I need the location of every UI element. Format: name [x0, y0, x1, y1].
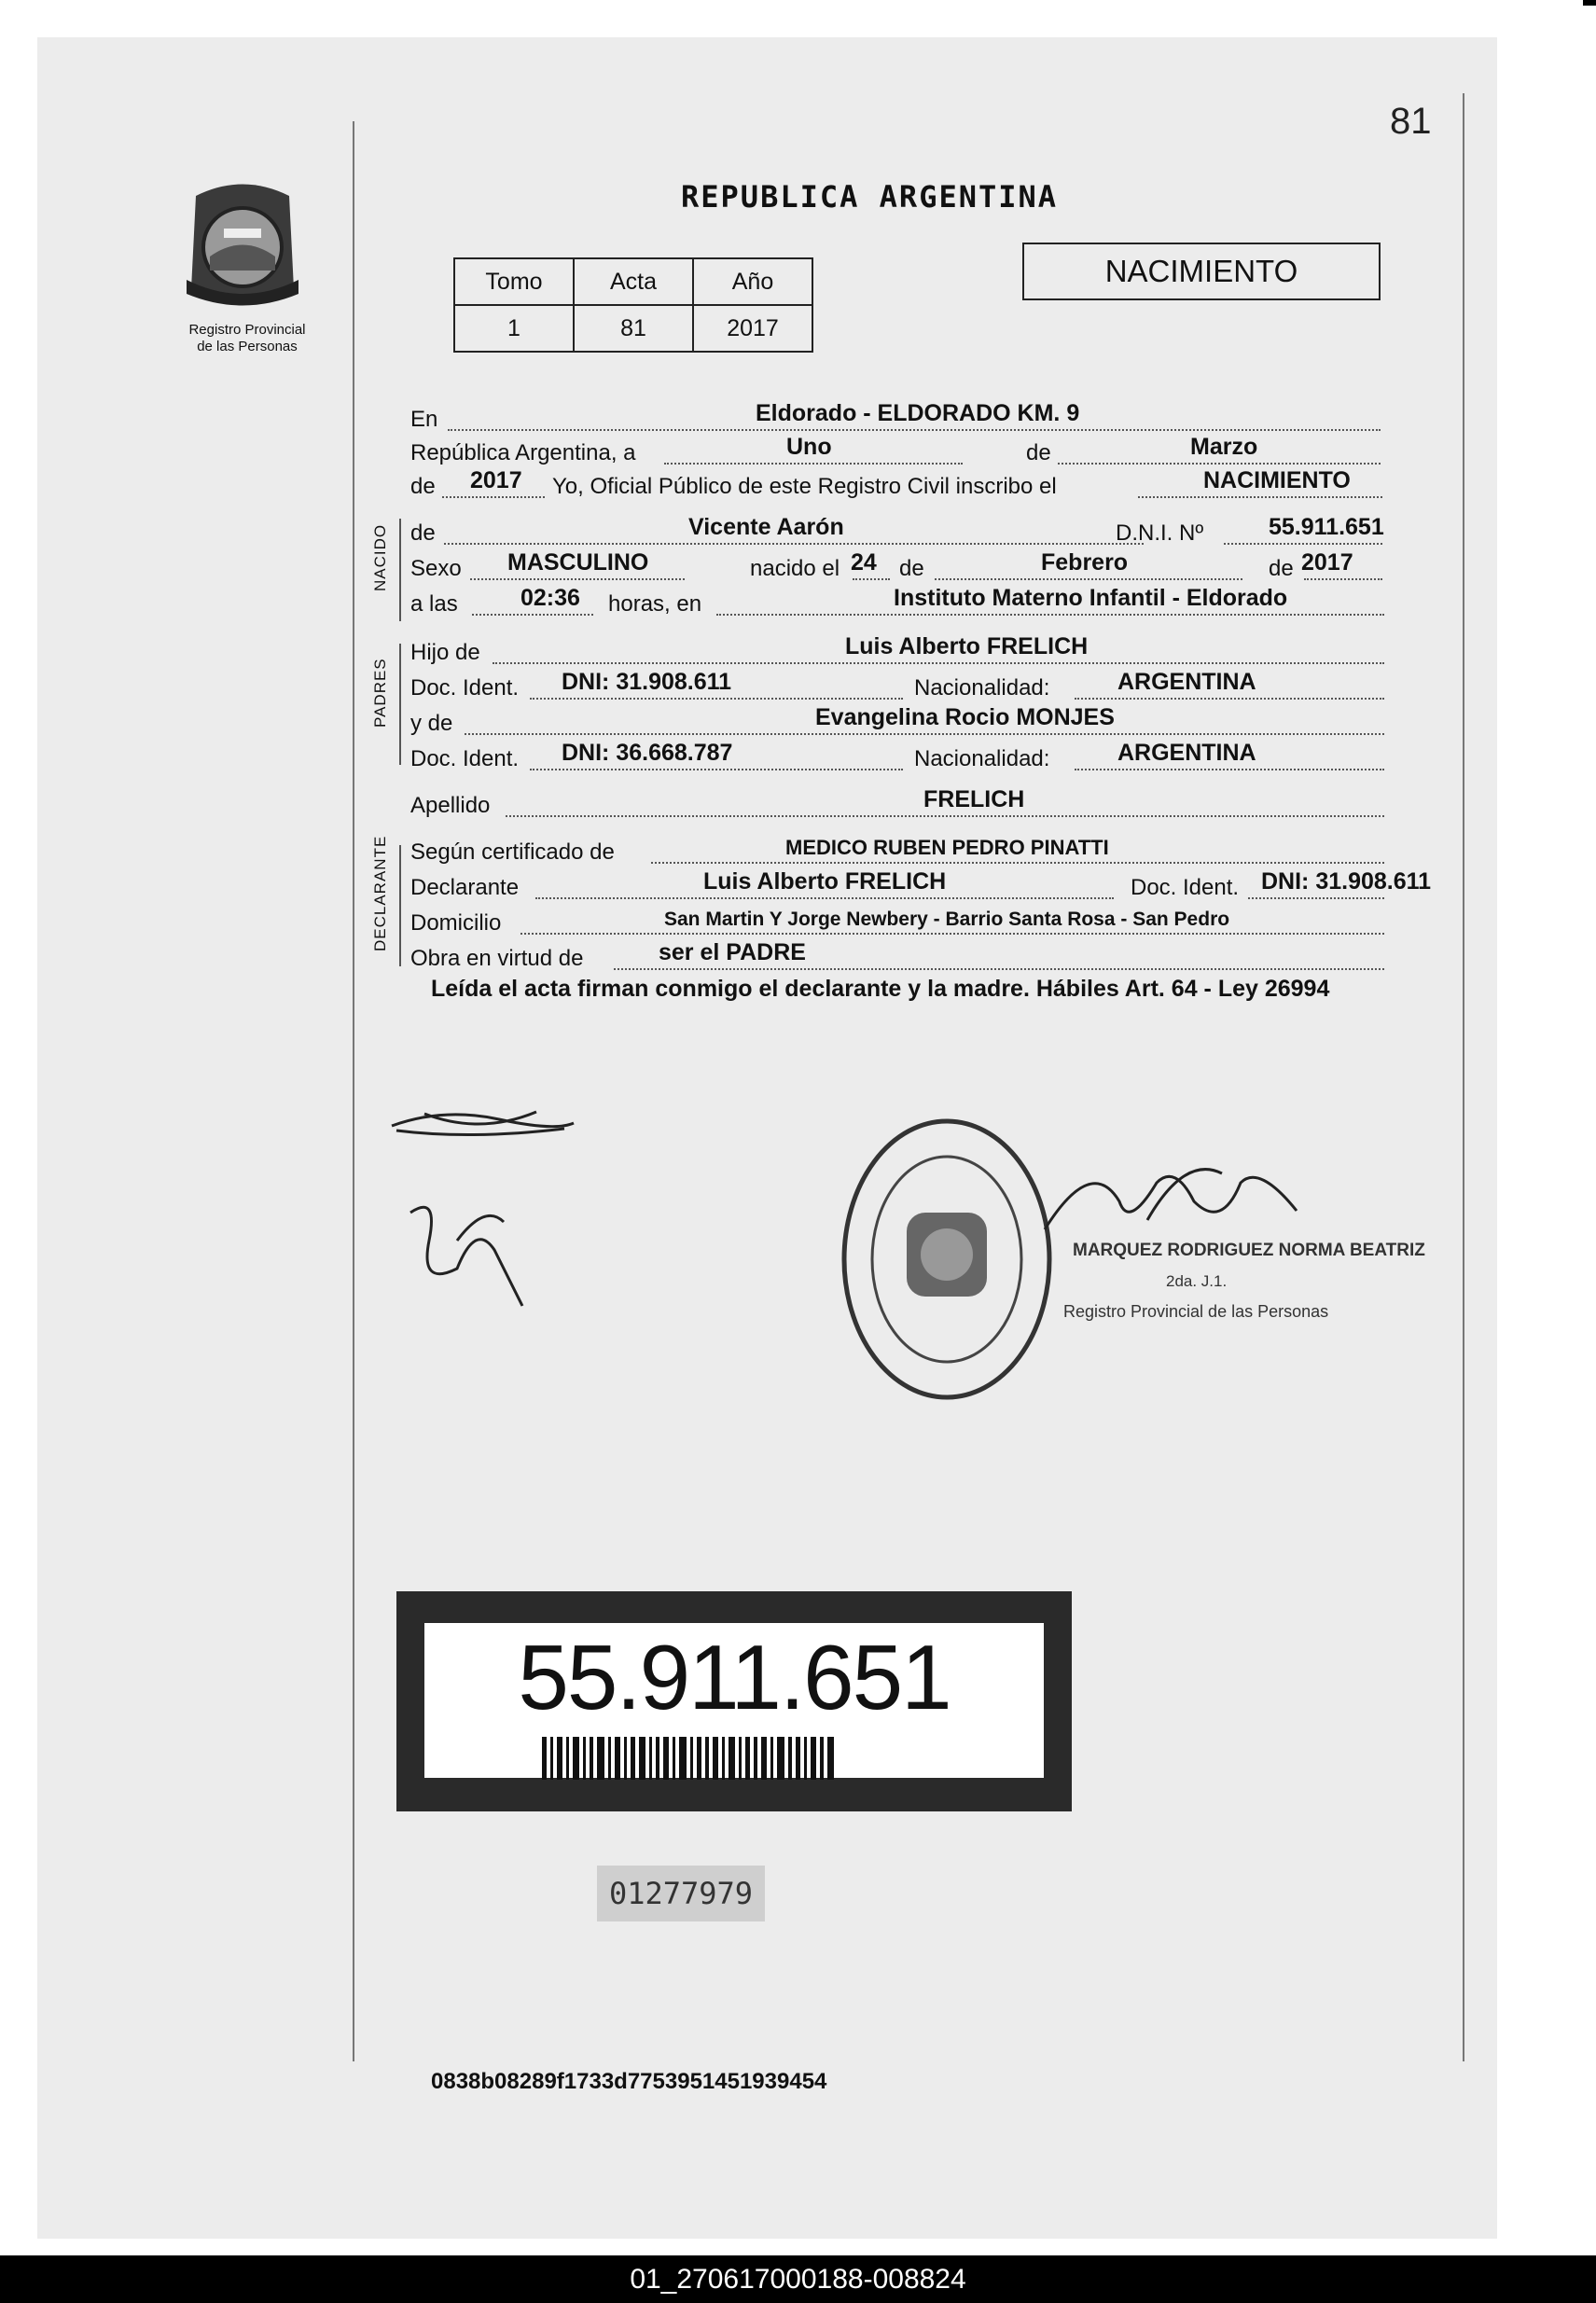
value-place: Eldorado - ELDORADO KM. 9 [756, 400, 1080, 426]
padres-section-bar [399, 644, 401, 765]
declarante-section-bar [399, 845, 401, 966]
row-republica [410, 435, 1446, 468]
label-horas-en: horas, en [608, 591, 702, 617]
dotted-line [1075, 698, 1384, 700]
label-hijo-de: Hijo de [410, 640, 480, 665]
value-year: 2017 [470, 467, 522, 493]
dotted-line [465, 733, 1384, 735]
label-nacionalidad: Nacionalidad: [914, 746, 1050, 771]
dotted-line [448, 429, 1381, 431]
official-signature [1035, 1145, 1315, 1253]
row-hijo-de [410, 634, 1446, 668]
closing-statement: Leída el acta firman conmigo el declarante y la madre. Hábiles Art. 64 - Ley 26994 [431, 976, 1330, 1002]
province-seal-logo [177, 177, 308, 317]
logo-caption [154, 322, 340, 355]
row-domicilio [410, 905, 1446, 938]
page-number: 81 [1390, 101, 1432, 142]
value-birth-year: 2017 [1301, 549, 1353, 576]
barcode-inner [424, 1623, 1044, 1778]
label-obra: Obra en virtud de [410, 946, 584, 971]
reference-table-header [454, 258, 812, 305]
row-sexo [410, 550, 1446, 584]
value-decl-doc: DNI: 31.908.611 [1261, 868, 1432, 895]
dotted-line [1304, 578, 1382, 580]
row-mother-doc [410, 741, 1446, 774]
dotted-line [444, 543, 1144, 545]
value-birth-day: 24 [851, 549, 877, 576]
reference-table-values [454, 305, 812, 352]
value-domicilio: San Martin Y Jorge Newbery - Barrio Santa Rosa - San Pedro [664, 909, 1230, 930]
value-mother-doc: DNI: 36.668.787 [562, 740, 733, 766]
dotted-line [1138, 496, 1382, 498]
declarant-signature [387, 1103, 583, 1154]
value-declarante: Luis Alberto FRELICH [703, 868, 947, 895]
dotted-line [1075, 769, 1384, 770]
label-doc-ident: Doc. Ident. [410, 746, 520, 771]
dotted-line [1248, 897, 1384, 899]
official-office: Registro Provincial de las Personas [1063, 1302, 1329, 1321]
value-obra: ser el PADRE [659, 939, 806, 965]
dotted-line [442, 496, 545, 498]
value-certificado: MEDICO RUBEN PEDRO PINATTI [785, 836, 1109, 859]
label-a-las: a las [410, 591, 458, 617]
header-tomo: Tomo [454, 258, 574, 305]
value-father-nat: ARGENTINA [1117, 669, 1256, 695]
record-type-box: NACIMIENTO [1022, 243, 1381, 300]
padres-section-label: PADRES [371, 658, 389, 728]
dotted-line [472, 614, 593, 616]
dotted-line [664, 463, 963, 465]
label-domicilio: Domicilio [410, 910, 502, 936]
label-de: de [1026, 440, 1051, 465]
row-apellido [410, 787, 1446, 821]
barcode-bars [542, 1737, 934, 1780]
value-tomo: 1 [454, 305, 574, 352]
label-certificado: Según certificado de [410, 839, 615, 865]
label-de-birth-year: de [1269, 556, 1294, 581]
dotted-line [506, 815, 1384, 817]
value-father: Luis Alberto FRELICH [845, 633, 1089, 659]
value-mother-nat: ARGENTINA [1117, 740, 1256, 766]
value-child-name: Vicente Aarón [688, 514, 844, 540]
barcode-label [396, 1591, 1072, 1811]
label-de-name: de [410, 520, 436, 546]
official-name: MARQUEZ RODRIGUEZ NORMA BEATRIZ [1073, 1241, 1425, 1260]
dotted-line [535, 897, 1114, 899]
header-anio: Año [693, 258, 812, 305]
serial-number: 01277979 [597, 1866, 765, 1921]
right-margin-line [1463, 93, 1464, 2061]
logo-caption-line1: Registro Provincial [188, 322, 306, 338]
registry-stamp [830, 1110, 1063, 1422]
label-decl-doc: Doc. Ident. [1131, 875, 1240, 900]
nacido-section-label: NACIDO [371, 523, 389, 591]
label-dni: D.N.I. Nº [1116, 520, 1204, 546]
value-inscribo: NACIMIENTO [1203, 467, 1351, 493]
logo-caption-line2: de las Personas [197, 339, 298, 354]
row-father-doc [410, 670, 1446, 703]
row-declarante [410, 869, 1446, 903]
value-sexo: MASCULINO [507, 549, 649, 576]
footer-id-bar: 01_270617000188-008824 [0, 2255, 1596, 2303]
value-child-dni: 55.911.651 [1269, 514, 1384, 540]
document-hash: 0838b08289f1733d7753951451939454 [431, 2069, 827, 2094]
header-acta: Acta [574, 258, 693, 305]
declarante-section-label: DECLARANTE [371, 835, 389, 951]
country-heading: REPUBLICA ARGENTINA [681, 179, 1059, 215]
value-apellido: FRELICH [923, 786, 1025, 812]
label-de-month: de [899, 556, 924, 581]
dotted-line [530, 698, 903, 700]
reference-table [453, 257, 813, 353]
row-year [410, 468, 1446, 502]
label-nacionalidad: Nacionalidad: [914, 675, 1050, 701]
label-en: En [410, 407, 438, 432]
row-nacido-name [410, 515, 1446, 548]
label-inscribo: Yo, Oficial Público de este Registro Civil inscribo el [552, 474, 1057, 499]
value-father-doc: DNI: 31.908.611 [562, 669, 732, 695]
row-en [410, 401, 1446, 435]
nacido-section-bar [399, 519, 401, 621]
corner-mark [1583, 0, 1596, 6]
mother-signature [401, 1185, 532, 1320]
value-month: Marzo [1190, 434, 1258, 460]
label-y-de: y de [410, 711, 453, 736]
dotted-line [651, 862, 1384, 864]
label-apellido: Apellido [410, 793, 491, 818]
dotted-line [1058, 463, 1381, 465]
row-obra [410, 940, 1446, 974]
barcode-number: 55.911.651 [518, 1626, 951, 1728]
row-certificado [410, 834, 1446, 867]
dotted-line [470, 578, 685, 580]
dotted-line [530, 769, 903, 770]
document-page [37, 37, 1497, 2239]
value-birth-month: Febrero [1041, 549, 1129, 576]
dotted-line [520, 933, 1384, 935]
dotted-line [716, 614, 1384, 616]
dotted-line [935, 578, 1242, 580]
label-nacido-el: nacido el [750, 556, 840, 581]
label-declarante: Declarante [410, 875, 520, 900]
label-republica: República Argentina, a [410, 440, 636, 465]
value-birth-place: Instituto Materno Infantil - Eldorado [894, 585, 1288, 611]
label-de-year: de [410, 474, 436, 499]
dotted-line [493, 662, 1384, 664]
value-acta: 81 [574, 305, 693, 352]
row-y-de [410, 705, 1446, 739]
dotted-line [1224, 543, 1382, 545]
value-anio: 2017 [693, 305, 812, 352]
official-rank: 2da. J.1. [1166, 1272, 1228, 1290]
left-margin-line [353, 121, 354, 2061]
value-day: Uno [786, 434, 832, 460]
value-hour: 02:36 [520, 585, 580, 611]
value-mother: Evangelina Rocio MONJES [815, 704, 1115, 730]
label-sexo: Sexo [410, 556, 462, 581]
label-doc-ident: Doc. Ident. [410, 675, 520, 701]
row-hora [410, 586, 1446, 619]
dotted-line [853, 578, 890, 580]
